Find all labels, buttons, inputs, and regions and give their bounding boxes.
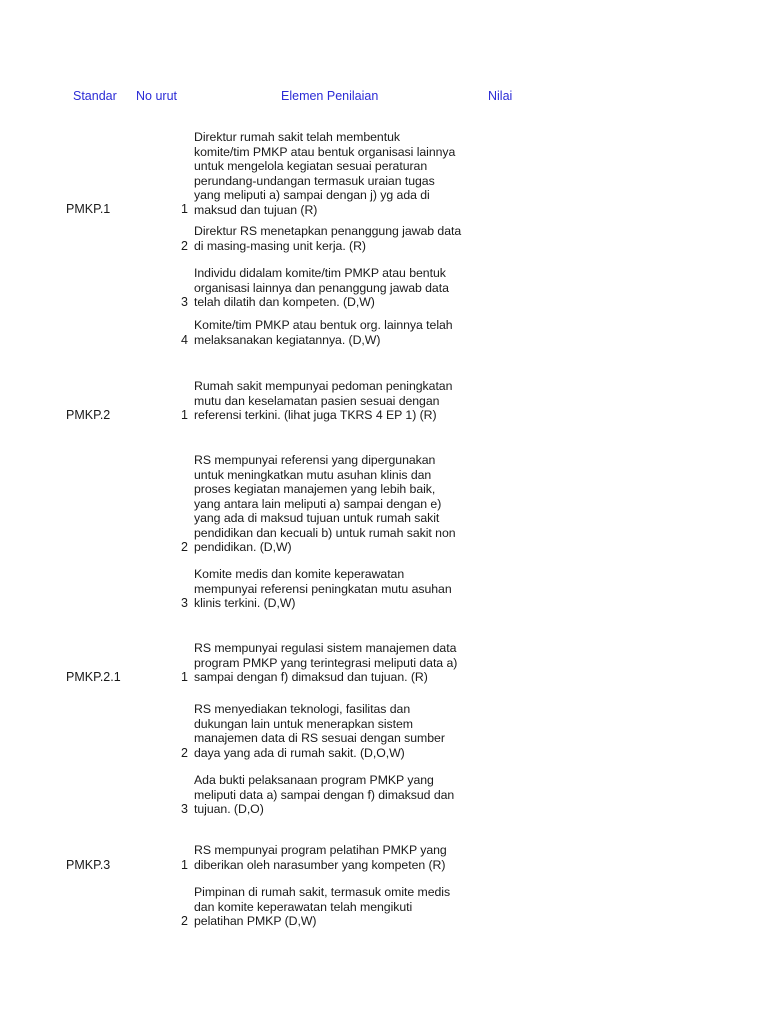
column-header-elemen-penilaian: Elemen Penilaian [281,89,379,103]
no-urut-cell: 3 [181,295,188,309]
elemen-penilaian-text: Ada bukti pelaksanaan program PMKP yang meliputi data a) sampai dengan f) dimaksud dan tujuan. (D,O) [194,773,455,816]
elemen-penilaian-text: Komite medis dan komite keperawatan mempunyai referensi peningkatan mutu asuhan klinis terkini. (D,W) [194,567,452,610]
elemen-penilaian-text: RS menyediakan teknologi, fasilitas dan dukungan lain untuk menerapkan sistem manajemen data di RS sesuai dengan sumber daya yang ada di rumah sakit. (D,O,W) [194,702,445,760]
elemen-penilaian-text: Komite/tim PMKP atau bentuk org. lainnya telah melaksanakan kegiatannya. (D,W) [194,318,453,347]
no-urut-cell: 1 [181,857,188,872]
no-urut-cell: 2 [181,745,188,760]
standar-cell: PMKP.2 [66,408,111,422]
no-urut-cell: 2 [181,238,188,253]
no-urut-cell: 2 [181,540,188,554]
column-header-nilai: Nilai [488,89,513,103]
elemen-penilaian-text: Direktur rumah sakit telah membentuk komite/tim PMKP atau bentuk organisasi lainnya untuk mengelola kegiatan sesuai peraturan perundang-undangan termasuk uraian tugas yang meliputi a) sampai dengan j) yg ada di maksud dan tujuan (R) [194,130,456,217]
elemen-penilaian-text: RS mempunyai referensi yang dipergunakan untuk meningkatkan mutu asuhan klinis dan proses kegiatan manajemen yang lebih baik, yang antara lain meliputi a) sampai dengan e) yang ada di maksud tujuan untuk rumah sakit pendidikan dan kecuali b) untuk rumah sakit non pendidikan. (D,W) [194,453,456,554]
elemen-penilaian-text: Direktur RS menetapkan penanggung jawab data di masing-masing unit kerja. (R) [194,224,462,253]
column-header-standar: Standar [73,89,117,103]
no-urut-cell: 1 [181,202,188,216]
no-urut-cell: 1 [181,408,188,422]
standar-cell: PMKP.2.1 [66,670,121,684]
no-urut-cell: 4 [181,332,188,347]
elemen-penilaian-text: RS mempunyai regulasi sistem manajemen data program PMKP yang terintegrasi meliputi data a) sampai dengan f) dimaksud dan tujuan. (R) [194,641,458,684]
no-urut-cell: 1 [181,670,188,684]
column-header-no-urut: No urut [136,89,177,103]
standar-cell: PMKP.1 [66,202,111,216]
elemen-penilaian-text: Individu didalam komite/tim PMKP atau bentuk organisasi lainnya dan penanggung jawab data telah dilatih dan kompeten. (D,W) [194,266,449,309]
standar-cell: PMKP.3 [66,857,111,872]
elemen-penilaian-text: Rumah sakit mempunyai pedoman peningkatan mutu dan keselamatan pasien sesuai dengan referensi terkini. (lihat juga TKRS 4 EP 1) (R) [194,379,453,422]
no-urut-cell: 3 [181,596,188,610]
elemen-penilaian-text: RS mempunyai program pelatihan PMKP yang diberikan oleh narasumber yang kompeten (R) [194,843,447,872]
elemen-penilaian-text: Pimpinan di rumah sakit, termasuk omite medis dan komite keperawatan telah mengikuti pelatihan PMKP (D,W) [194,885,451,928]
no-urut-cell: 2 [181,914,188,928]
no-urut-cell: 3 [181,802,188,816]
